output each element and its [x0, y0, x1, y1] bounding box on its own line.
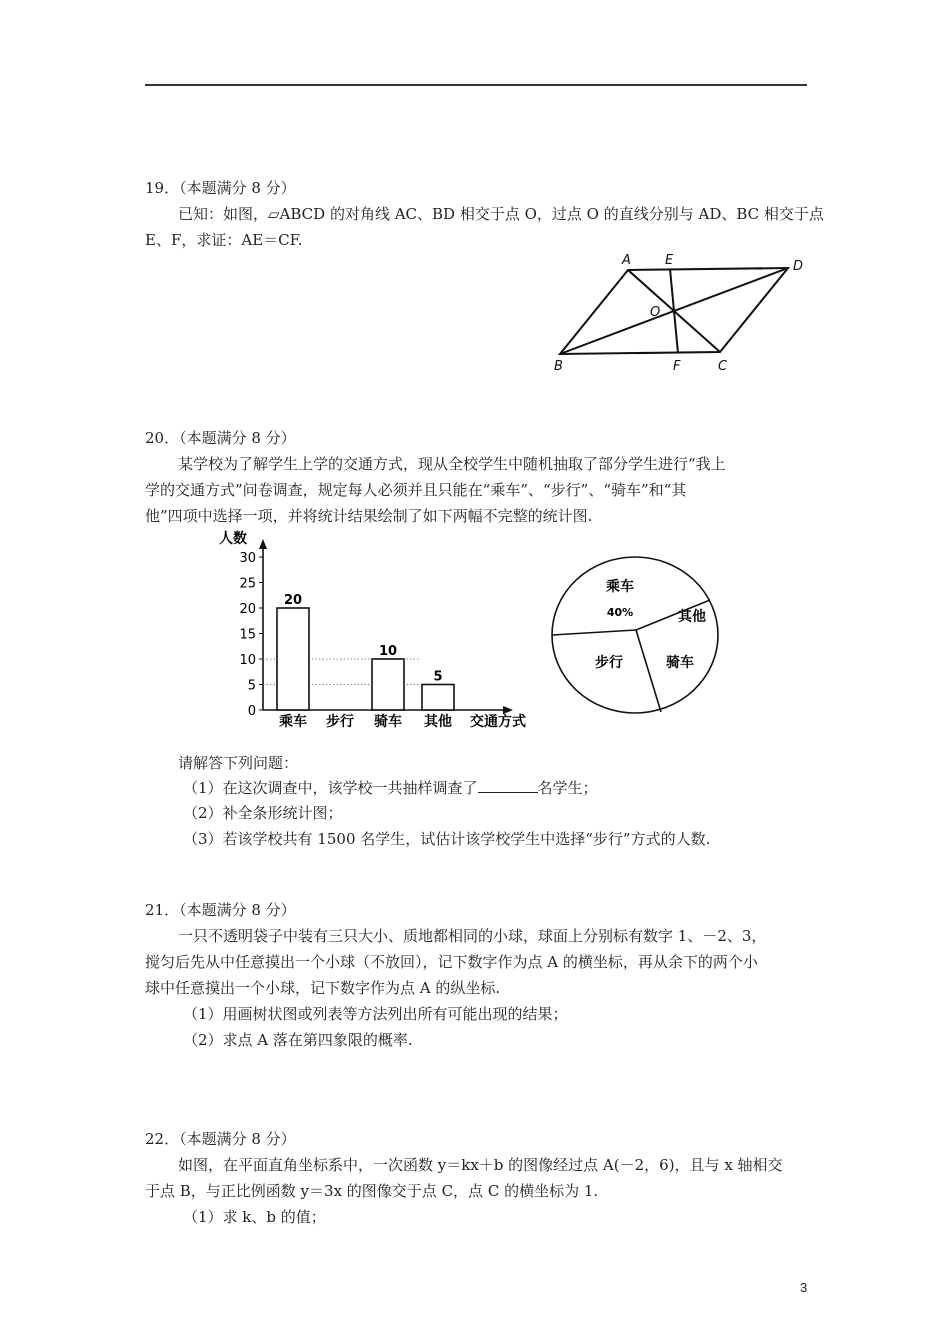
y-tick-label: 15 — [239, 627, 256, 643]
bar-乘车 — [277, 608, 309, 710]
bar-value-label: 20 — [283, 593, 303, 608]
page-number: 3 — [800, 1280, 808, 1295]
q21-text-line3: 球中任意摸出一个小球，记下数字作为点 A 的纵坐标. — [145, 979, 501, 997]
pie-slice-label: 乘车 — [606, 579, 634, 595]
q20-part2: （2）补全条形统计图； — [183, 804, 343, 822]
y-axis-arrow — [259, 539, 267, 549]
q22-part1: （1）求 k、b 的值； — [183, 1208, 326, 1226]
pie-outline — [552, 557, 718, 713]
x-tick-label: 步行 — [326, 714, 354, 730]
y-tick-label: 20 — [239, 602, 256, 617]
q20-text-line2: 学的交通方式”问卷调查，规定每人必须并且只能在“乘车”、“步行”、“骑车”和“其 — [145, 481, 687, 499]
q22-heading: 22．（本题满分 8 分） — [145, 1130, 296, 1148]
label-e: E — [665, 253, 674, 268]
y-tick-label: 5 — [247, 678, 256, 694]
label-f: F — [673, 359, 681, 374]
q19-heading: 19．（本题满分 8 分） — [145, 179, 296, 197]
q21-text-line1: 一只不透明袋子中装有三只大小、质地都相同的小球，球面上分别标有数字 1、－2、3， — [178, 927, 767, 945]
label-d: D — [793, 259, 804, 274]
pie-slice-label: 骑车 — [666, 655, 694, 671]
header-rule — [145, 84, 807, 86]
pie-chart — [548, 555, 723, 720]
q20-part1-suffix: 名学生； — [537, 779, 598, 797]
pie-slice-label: 其他 — [678, 609, 706, 625]
bar-其他 — [422, 685, 454, 711]
q19-text-line2: E、F，求证：AE＝CF. — [145, 231, 303, 249]
q21-part2: （2）求点 A 落在第四象限的概率. — [183, 1031, 413, 1049]
q21-text-line2: 搅匀后先从中任意摸出一个小球（不放回），记下数字作为点 A 的横坐标，再从余下的两个小 — [145, 953, 758, 971]
bar-value-label: 10 — [378, 644, 398, 659]
label-b: B — [554, 359, 563, 374]
q20-text-line1: 某学校为了解学生上学的交通方式，现从全校学生中随机抽取了部分学生进行“我上 — [178, 455, 726, 473]
answer-blank[interactable] — [478, 780, 538, 793]
bar-chart-ylabel: 人数 — [219, 531, 247, 547]
x-tick-label: 乘车 — [279, 714, 307, 730]
q22-text-line2: 于点 B，与正比例函数 y＝3x 的图像交于点 C，点 C 的横坐标为 1. — [145, 1182, 599, 1200]
q20-ask: 请解答下列问题： — [178, 754, 299, 772]
q20-part1 — [183, 777, 598, 798]
y-tick-label: 25 — [239, 576, 256, 592]
parallelogram-figure — [548, 250, 818, 375]
q19-text-line1: 已知：如图，▱ABCD 的对角线 AC、BD 相交于点 O，过点 O 的直线分别与 AD、BC 相交于点 — [178, 205, 824, 223]
pie-slice-label: 步行 — [595, 655, 623, 671]
bar-骑车 — [372, 659, 404, 710]
q20-part1-text: （1）在这次调查中，该学校一共抽样调查了 — [183, 779, 478, 797]
pie-slice-percent: 40% — [606, 606, 634, 619]
label-c: C — [718, 359, 728, 374]
q21-heading: 21．（本题满分 8 分） — [145, 901, 296, 919]
q20-heading: 20．（本题满分 8 分） — [145, 429, 296, 447]
bar-value-label: 5 — [433, 669, 443, 685]
bar-chart-xlabel: 交通方式 — [470, 714, 526, 730]
label-o: O — [650, 305, 661, 320]
y-tick-label: 10 — [239, 653, 256, 668]
label-a: A — [622, 253, 631, 268]
y-tick-label: 30 — [239, 551, 256, 566]
y-tick-label: 0 — [247, 704, 256, 719]
bar-chart — [215, 527, 545, 737]
q21-part1: （1）用画树状图或列表等方法列出所有可能出现的结果； — [183, 1005, 568, 1023]
x-tick-label: 骑车 — [374, 714, 402, 730]
q20-text-line3: 他”四项中选择一项，并将统计结果绘制了如下两幅不完整的统计图. — [145, 507, 593, 525]
q20-part3: （3）若该学校共有 1500 名学生，试估计该学校学生中选择“步行”方式的人数. — [183, 830, 711, 848]
q22-text-line1: 如图，在平面直角坐标系中，一次函数 y＝kx＋b 的图像经过点 A(－2，6)，且与 x 轴相交 — [178, 1156, 783, 1174]
x-tick-label: 其他 — [424, 714, 452, 730]
x-axis-arrow — [503, 706, 513, 714]
